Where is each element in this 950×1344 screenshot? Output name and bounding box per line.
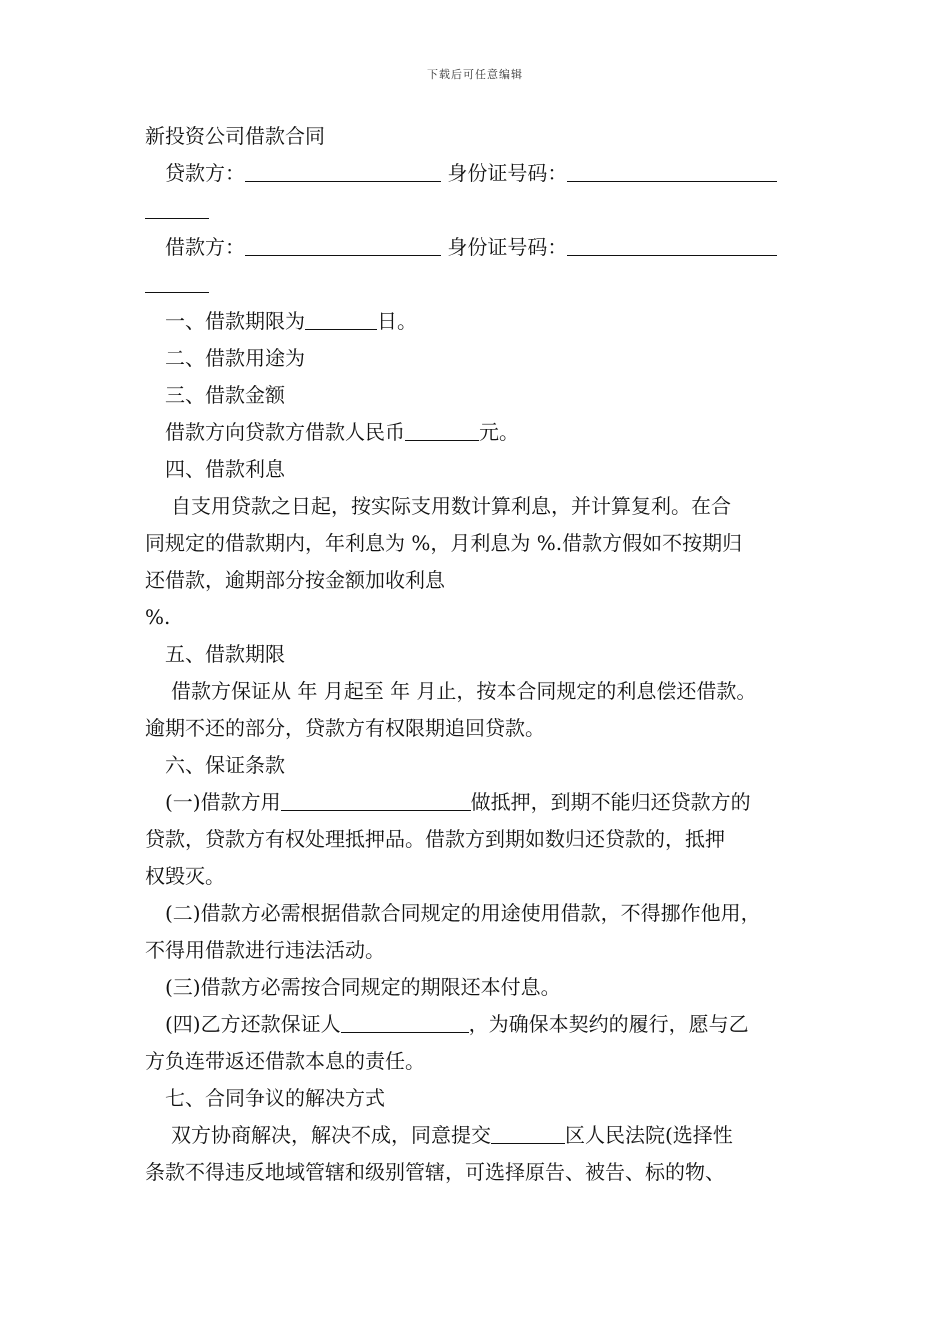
section-6-clause-4-cont: 方负连带返还借款本息的责任。 — [145, 1049, 425, 1073]
section-4-line-1: 自支用贷款之日起，按实际支用数计算利息，并计算复利。在合 — [171, 494, 731, 518]
collateral-blank[interactable] — [281, 786, 471, 811]
section-1 — [145, 303, 815, 340]
borrower-label: 借款方： — [165, 235, 245, 259]
borrower-id-blank-cont[interactable] — [145, 268, 209, 293]
clause-1-text: (一)借款方用 — [165, 790, 281, 814]
lender-line-cont — [145, 192, 815, 229]
clause-1-text-b: 做抵押，到期不能归还贷款方的 — [470, 790, 751, 814]
lender-label: 贷款方： — [165, 161, 245, 185]
section-7: 七、合同争议的解决方式 — [165, 1086, 385, 1110]
court-district-blank[interactable] — [491, 1119, 565, 1144]
section-3-body — [145, 414, 815, 451]
lender-id-blank[interactable] — [567, 157, 777, 182]
section-3-body-text: 借款方向贷款方借款人民币 — [165, 420, 405, 444]
section-2: 二、借款用途为 — [165, 346, 305, 370]
section-6-clause-1-end: 权毁灭。 — [145, 864, 225, 888]
contract-body — [145, 118, 815, 1191]
section-3: 三、借款金额 — [165, 383, 285, 407]
section-5-line-2: 逾期不还的部分，贷款方有权限期追回贷款。 — [145, 716, 545, 740]
lender-blank[interactable] — [245, 157, 441, 182]
section-7-line-2: 条款不得违反地域管辖和级别管辖，可选择原告、被告、标的物、 — [145, 1160, 725, 1184]
section-4-line-4: %. — [145, 605, 171, 629]
amount-blank[interactable] — [405, 416, 479, 441]
lender-id-blank-cont[interactable] — [145, 194, 209, 219]
section-7-text: 双方协商解决，解决不成，同意提交 — [171, 1123, 491, 1147]
section-6-clause-1-cont: 贷款，贷款方有权处理抵押品。借款方到期如数归还贷款的，抵押 — [145, 827, 725, 851]
section-6-clause-3: (三)借款方必需按合同规定的期限还本付息。 — [165, 975, 561, 999]
page-header-note: 下载后可任意编辑 — [427, 68, 523, 81]
borrower-id-blank[interactable] — [567, 231, 777, 256]
section-5-line-1: 借款方保证从 年 月起至 年 月止，按本合同规定的利息偿还借款。 — [171, 679, 757, 703]
borrower-blank[interactable] — [245, 231, 441, 256]
guarantor-blank[interactable] — [341, 1008, 469, 1033]
id-label-2: 身份证号码： — [447, 235, 568, 259]
borrower-line — [145, 229, 815, 266]
section-6-clause-2: (二)借款方必需根据借款合同规定的用途使用借款，不得挪作他用， — [165, 901, 761, 925]
section-4: 四、借款利息 — [165, 457, 285, 481]
section-6-clause-2-cont: 不得用借款进行违法活动。 — [145, 938, 385, 962]
id-label: 身份证号码： — [447, 161, 568, 185]
section-6-clause-4 — [145, 1006, 815, 1043]
section-4-line-3: 还借款，逾期部分按金额加收利息 — [145, 568, 445, 592]
contract-title: 新投资公司借款合同 — [145, 124, 325, 148]
clause-4-text-b: ，为确保本契约的履行，愿与乙 — [468, 1012, 749, 1036]
section-1-label: 一、借款期限为 — [165, 309, 305, 333]
lender-line — [145, 155, 815, 192]
section-3-body-suffix: 元。 — [479, 420, 519, 444]
section-5: 五、借款期限 — [165, 642, 285, 666]
section-4-line-2: 同规定的借款期内，年利息为 %，月利息为 %.借款方假如不按期归 — [145, 531, 743, 555]
section-1-suffix: 日。 — [377, 309, 417, 333]
section-6: 六、保证条款 — [165, 753, 285, 777]
section-7-text-b: 区人民法院(选择性 — [565, 1123, 733, 1147]
section-7-line-1 — [145, 1117, 815, 1154]
borrower-line-cont — [145, 266, 815, 303]
section-6-clause-1 — [145, 784, 815, 821]
clause-4-text: (四)乙方还款保证人 — [165, 1012, 341, 1036]
term-days-blank[interactable] — [305, 305, 377, 330]
